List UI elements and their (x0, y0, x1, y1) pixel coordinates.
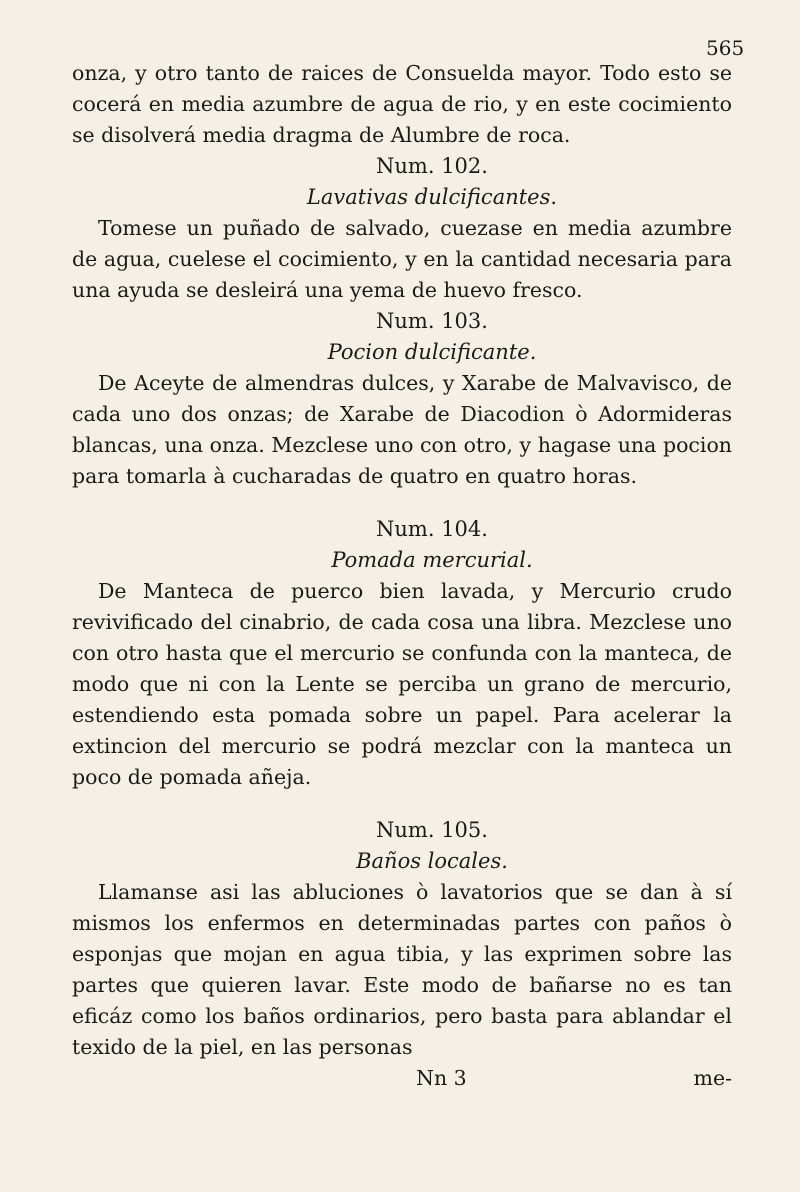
section-number: Num. 103. (376, 309, 488, 333)
section-title: Lavativas dulcificantes. (306, 185, 558, 209)
spacer (72, 793, 732, 815)
signature-mark: Nn 3 (416, 1066, 467, 1090)
section-number: Num. 102. (376, 154, 488, 178)
section-105 (72, 815, 732, 1063)
section-number: Num. 105. (376, 818, 488, 842)
page-number: 565 (706, 36, 745, 60)
section-103 (72, 306, 732, 492)
section-body: De Manteca de puerco bien lavada, y Mercurio crudo revivificado del cinabrio, de cada cosa una libra. Mezclese uno con otro hasta que el mercurio se confunda con la manteca, de modo que ni con la Lente se perciba un grano de mercurio, estendiendo esta pomada sobre un papel. Para acelerar la extincion del mercurio se podrá mezclar con la manteca un poco de pomada añeja. (72, 579, 732, 789)
section-102 (72, 151, 732, 306)
section-body: De Aceyte de almendras dulces, y Xarabe de Malvavisco, de cada uno dos onzas; de Xarabe de Diacodion ò Adormideras blancas, una onza. Mezclese uno con otro, y hagase una pocion para tomarla à cucharadas de quatro en quatro horas. (72, 371, 732, 488)
section-title: Pocion dulcificante. (327, 340, 537, 364)
opening-paragraph: onza, y otro tanto de raices de Consuelda mayor. Todo esto se cocerá en media azumbre de agua de rio, y en este cocimiento se disolverá media dragma de Alumbre de roca. (72, 61, 732, 147)
spacer (72, 492, 732, 514)
catchword: me- (693, 1066, 732, 1090)
page-footer (72, 1063, 732, 1094)
section-number: Num. 104. (376, 517, 488, 541)
section-104 (72, 514, 732, 793)
section-body: Llamanse asi las abluciones ò lavatorios que se dan à sí mismos los enfermos en determinadas partes con paños ò esponjas que mojan en agua tibia, y las exprimen sobre las partes que quieren lavar. Este modo de bañarse no es tan eficáz como los baños ordinarios, pero basta para ablandar el texido de la piel, en las personas (72, 880, 732, 1059)
page-text (72, 58, 732, 1094)
section-title: Pomada mercurial. (331, 548, 533, 572)
section-body: Tomese un puñado de salvado, cuezase en media azumbre de agua, cuelese el cocimiento, y en la cantidad necesaria para una ayuda se desleirá una yema de huevo fresco. (72, 216, 732, 302)
section-title: Baños locales. (356, 849, 508, 873)
